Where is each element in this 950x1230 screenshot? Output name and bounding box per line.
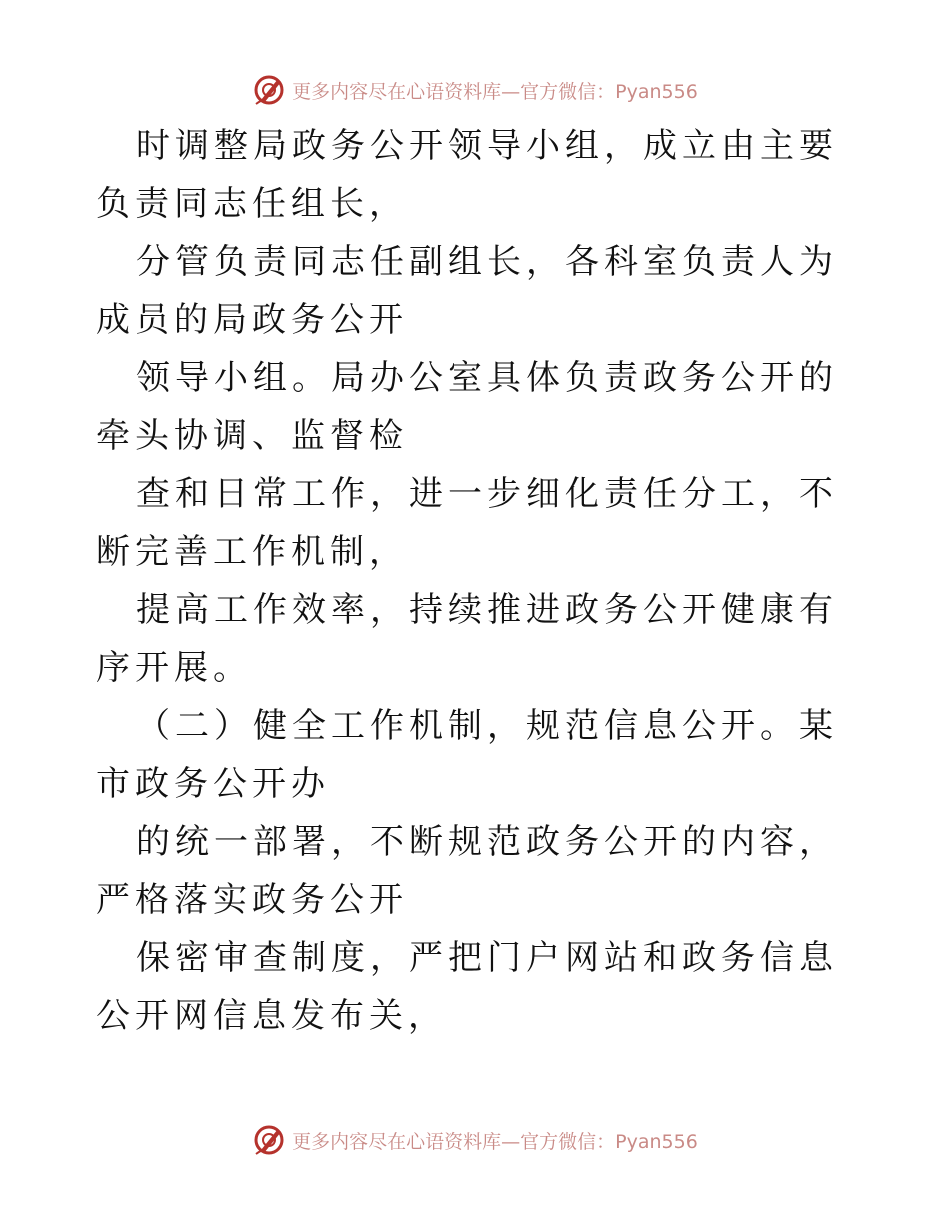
header-watermark — [0, 70, 950, 110]
paragraph-4: 查和日常工作，进一步细化责任分工，不断完善工作机制， — [96, 474, 838, 572]
paragraph-1: 时调整局政务公开领导小组，成立由主要负责同志任组长， — [96, 126, 838, 224]
watermark-text: 更多内容尽在心语资料库—官方微信：Pyan556 — [292, 80, 698, 103]
watermark-text: 更多内容尽在心语资料库—官方微信：Pyan556 — [292, 1130, 698, 1153]
document-body — [96, 117, 866, 1045]
paragraph-2: 分管负责同志任副组长，各科室负责人为成员的局政务公开 — [96, 242, 838, 340]
paragraph-7: 的统一部署，不断规范政务公开的内容，严格落实政务公开 — [96, 822, 838, 920]
paragraph-6: （二）健全工作机制，规范信息公开。某市政务公开办 — [96, 706, 838, 804]
pen-logo-icon — [252, 73, 286, 107]
paragraph-3: 领导小组。局办公室具体负责政务公开的牵头协调、监督检 — [96, 358, 838, 456]
pen-logo-icon — [252, 1123, 286, 1157]
footer-watermark — [0, 1120, 950, 1160]
paragraph-8: 保密审查制度，严把门户网站和政务信息公开网信息发布关， — [96, 938, 838, 1036]
paragraph-5: 提高工作效率，持续推进政务公开健康有序开展。 — [96, 590, 838, 688]
